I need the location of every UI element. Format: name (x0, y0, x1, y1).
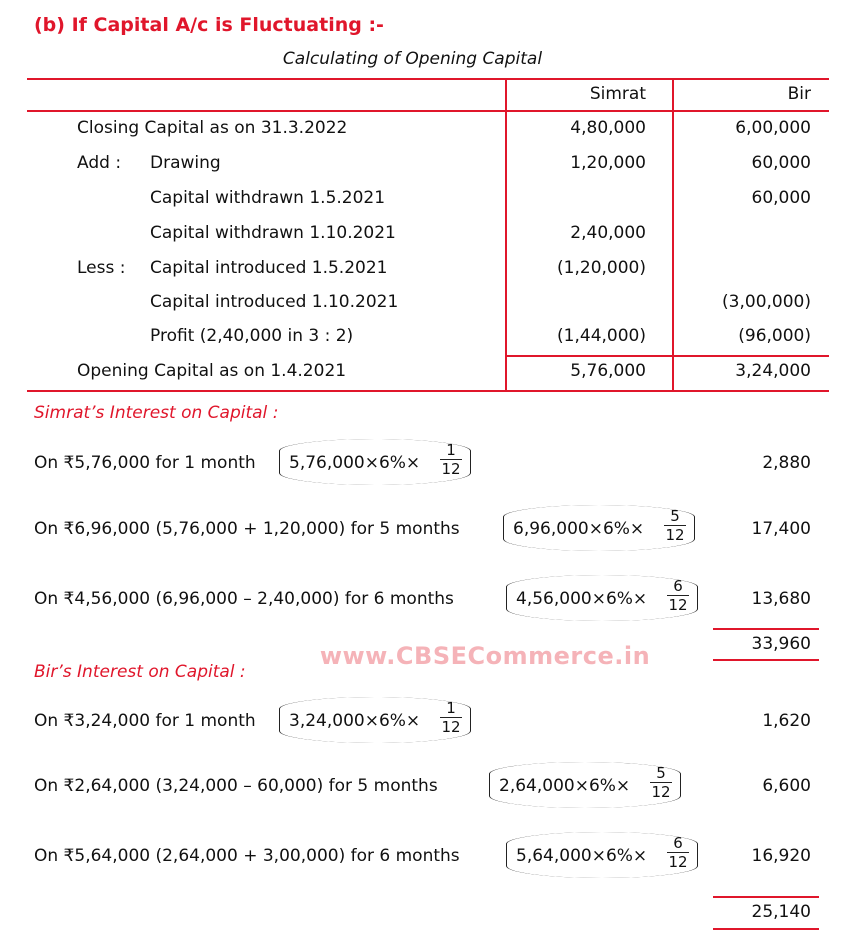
table-col-divider-1 (505, 78, 507, 392)
interest-fraction (650, 764, 672, 801)
bir-total-rule-bottom (713, 928, 819, 930)
row-label: Capital introduced 1.10.2021 (150, 292, 399, 312)
row-prefix: Add : (77, 153, 122, 173)
table-bottom-rule (27, 390, 829, 392)
total-bir: 3,24,000 (735, 361, 811, 381)
total-label: Opening Capital as on 1.4.2021 (77, 361, 347, 381)
interest-calc: 5,76,000×6%× (289, 453, 421, 473)
interest-line-text: On ₹4,56,000 (6,96,000 – 2,40,000) for 6 months (34, 589, 454, 609)
fraction-denominator: 12 (441, 460, 461, 478)
fraction-denominator: 12 (665, 526, 685, 544)
row-label: Closing Capital as on 31.3.2022 (77, 118, 348, 138)
row-label: Drawing (150, 153, 221, 173)
watermark: www.CBSECommerce.in (319, 642, 651, 670)
row-simrat-amount: (1,20,000) (557, 258, 646, 278)
interest-line-text: On ₹5,76,000 for 1 month (34, 453, 256, 473)
row-simrat-amount: 4,80,000 (570, 118, 646, 138)
row-simrat-amount: (1,44,000) (557, 326, 646, 346)
fraction-denominator: 12 (668, 853, 688, 871)
page-heading: (b) If Capital A/c is Fluctuating :- (34, 14, 384, 36)
row-bir-amount: (3,00,000) (722, 292, 811, 312)
simrat-interest-total: 33,960 (751, 634, 811, 654)
interest-calc: 3,24,000×6%× (289, 711, 421, 731)
interest-fraction (440, 441, 462, 478)
row-label: Capital withdrawn 1.5.2021 (150, 188, 386, 208)
fraction-numerator: 5 (650, 764, 672, 783)
row-label: Capital introduced 1.5.2021 (150, 258, 388, 278)
fraction-numerator: 6 (667, 577, 689, 596)
interest-amount: 13,680 (751, 589, 811, 609)
interest-fraction (664, 507, 686, 544)
bir-interest-total: 25,140 (751, 902, 811, 922)
total-simrat: 5,76,000 (570, 361, 646, 381)
simrat-interest-title: Simrat’s Interest on Capital : (34, 403, 279, 423)
table-title: Calculating of Opening Capital (282, 49, 543, 69)
interest-calc: 4,56,000×6%× (516, 589, 648, 609)
simrat-total-rule-top (713, 628, 819, 630)
fraction-denominator: 12 (441, 718, 461, 736)
row-bir-amount: 60,000 (751, 153, 811, 173)
bir-interest-title: Bir’s Interest on Capital : (34, 662, 246, 682)
fraction-numerator: 6 (667, 834, 689, 853)
fraction-numerator: 1 (440, 699, 462, 718)
interest-line-text: On ₹6,96,000 (5,76,000 + 1,20,000) for 5 months (34, 519, 460, 539)
fraction-numerator: 1 (440, 441, 462, 460)
interest-amount: 6,600 (762, 776, 811, 796)
table-header-rule (27, 110, 829, 112)
interest-line-text: On ₹2,64,000 (3,24,000 – 60,000) for 5 months (34, 776, 438, 796)
interest-calc: 2,64,000×6%× (499, 776, 631, 796)
bir-total-rule-top (713, 896, 819, 898)
table-top-rule (27, 78, 829, 80)
row-bir-amount: 6,00,000 (735, 118, 811, 138)
interest-fraction (667, 834, 689, 871)
row-label: Profit (2,40,000 in 3 : 2) (150, 326, 354, 346)
interest-line-text: On ₹3,24,000 for 1 month (34, 711, 256, 731)
interest-amount: 2,880 (762, 453, 811, 473)
fraction-denominator: 12 (668, 596, 688, 614)
table-col-divider-2 (672, 78, 674, 392)
fraction-denominator: 12 (651, 783, 671, 801)
row-bir-amount: 60,000 (751, 188, 811, 208)
interest-line-text: On ₹5,64,000 (2,64,000 + 3,00,000) for 6 months (34, 846, 460, 866)
fraction-numerator: 5 (664, 507, 686, 526)
interest-amount: 16,920 (751, 846, 811, 866)
table-subtotal-rule (506, 355, 829, 357)
interest-fraction (440, 699, 462, 736)
col-header-simrat: Simrat (589, 84, 646, 104)
interest-amount: 1,620 (762, 711, 811, 731)
interest-amount: 17,400 (751, 519, 811, 539)
col-header-bir: Bir (787, 84, 811, 104)
row-simrat-amount: 2,40,000 (570, 223, 646, 243)
row-simrat-amount: 1,20,000 (570, 153, 646, 173)
row-bir-amount: (96,000) (738, 326, 811, 346)
row-label: Capital withdrawn 1.10.2021 (150, 223, 396, 243)
interest-calc: 5,64,000×6%× (516, 846, 648, 866)
interest-calc: 6,96,000×6%× (513, 519, 645, 539)
row-prefix: Less : (77, 258, 126, 278)
interest-fraction (667, 577, 689, 614)
